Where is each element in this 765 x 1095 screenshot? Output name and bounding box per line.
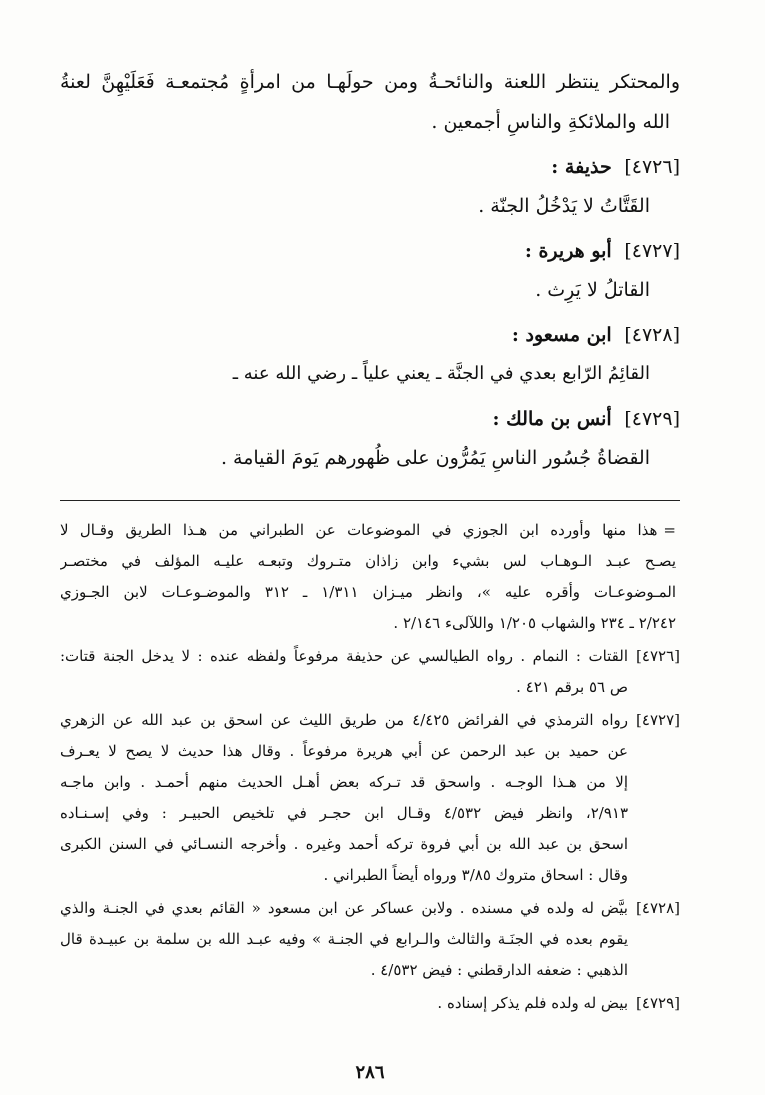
footnote-line: ص ٥٦ برقم ٤٢١ . <box>516 678 628 696</box>
footnote-line: رواه الترمذي في الفرائض ٤/٤٢٥ من طريق الليث عن اسحق بن عبد الله عن الزهري <box>60 711 628 729</box>
footnote-line: بيض له ولده فلم يذكر إسناده . <box>437 994 628 1012</box>
page-number: ٢٨٦ <box>355 1062 385 1083</box>
footnote-line: يقوم بعده في الجنَـة والثالث والـرابع في الجنـة » وفيه عبـد الله بن سلمة بن عبيـدة قال <box>60 930 628 948</box>
footnote-line: المـوضوعـات وأقره عليه »، وانظر ميـزان ١/٣١١ ـ ٣١٢ والموضـوعـات لابن الجـوزي <box>60 583 676 601</box>
footnote-line: القتات : النمام . رواه الطيالسي عن حذيفة مرفوعاً ولفظه عنده : لا يدخل الجنة قتات: <box>60 647 628 665</box>
footnote-divider <box>60 500 680 501</box>
footnote-line: هذا منها وأورده ابن الجوزي في الموضوعات عن الطبراني من هـذا الطريق وقـال لا <box>60 521 658 539</box>
hadith-entry <box>60 400 680 478</box>
continuation-line: والمحتكر ينتظر اللعنة والنائحـةُ ومن حولَهـا من امرأةٍ مُجتمعـة فَعَلَيْهِنَّ لعنةُ <box>60 71 680 93</box>
entry-number: [٤٧٢٨] <box>624 324 680 346</box>
footnote-line: عن حميد بن عبد الرحمن عن أبي هريرة مرفوعاً . وقال هذا حديث لا يصح لا يعـرف <box>60 742 628 760</box>
entry-number: [٤٧٢٦] <box>624 156 680 178</box>
entry-number: [٤٧٢٧] <box>624 240 680 262</box>
footnote <box>60 988 680 1019</box>
continuation-line: الله والملائكةِ والناسِ أجمعين . <box>431 111 670 133</box>
footnote-line: ٢/٢٤٢ ـ ٢٣٤ والشهاب ١/٢٠٥ واللآلىء ٢/١٤٦ . <box>393 614 676 632</box>
entry-text: القائِمُ الرّابع بعدي في الجنَّة ـ يعني علياً ـ رضي الله عنه ـ <box>232 363 650 384</box>
entry-narrator: أبو هريرة : <box>524 240 612 262</box>
main-text <box>60 62 680 478</box>
footnotes <box>60 515 680 1019</box>
page <box>60 62 680 1083</box>
footnote-line: بيَّض له ولده في مسنده . ولابن عساكر عن ابن مسعود « القائم بعدي في الجنـة والذي <box>60 899 628 917</box>
footnote <box>60 641 680 703</box>
entry-narrator: أنس بن مالك : <box>492 408 612 430</box>
hadith-entry <box>60 148 680 226</box>
footnote-number: [٤٧٢٩] <box>636 994 680 1012</box>
entry-text: القاتلُ لا يَرِث . <box>535 279 650 301</box>
footnote-line: ٢/٩١٣، وانظر فيض ٤/٥٣٢ وقـال ابن حجـر في تلخيص الحبيـر : وفي إسـنـاده <box>60 804 628 822</box>
footnote-number: [٤٧٢٨] <box>636 899 680 917</box>
footnote <box>60 705 680 891</box>
footnote-continuation <box>60 515 680 639</box>
entry-text: القَتَّاتُ لا يَدْخُلُ الجنّة . <box>478 195 650 217</box>
footnote-line: يصـح عبـد الـوهـاب لس بشيء وابن زاذان متـروك وتبعـه عليـه المؤلف في مختصـر <box>60 552 676 570</box>
entry-text: القضاةُ جُسُور الناسِ يَمُرُّون على ظُهورهم يَومَ القيامة . <box>220 447 650 469</box>
continuation-marker: = <box>663 521 676 539</box>
footnote <box>60 893 680 986</box>
footnote-line: اسحق بن عبد الله بن أبي فروة تركه أحمد وغيره . وأخرجه النسـائي في السنن الكبرى <box>60 835 628 853</box>
footnote-number: [٤٧٢٦] <box>636 647 680 665</box>
hadith-entry <box>60 316 680 394</box>
entry-number: [٤٧٢٩] <box>624 408 680 430</box>
footnote-number: [٤٧٢٧] <box>636 711 680 729</box>
footnote-line: وقال : اسحاق متروك ٣/٨٥ ورواه أيضاً الطبراني . <box>323 866 628 884</box>
hadith-entry <box>60 232 680 310</box>
footnote-line: الذهبي : ضعفه الدارقطني : فيض ٤/٥٣٢ . <box>370 961 628 979</box>
entry-narrator: ابن مسعود : <box>511 324 612 346</box>
footnote-line: إلا من هـذا الوجـه . واسحق قد تـركه بعض أهـل الحديث منهم أحمـد . وابن ماجـه <box>60 773 628 791</box>
entry-narrator: حذيفة : <box>551 156 612 178</box>
